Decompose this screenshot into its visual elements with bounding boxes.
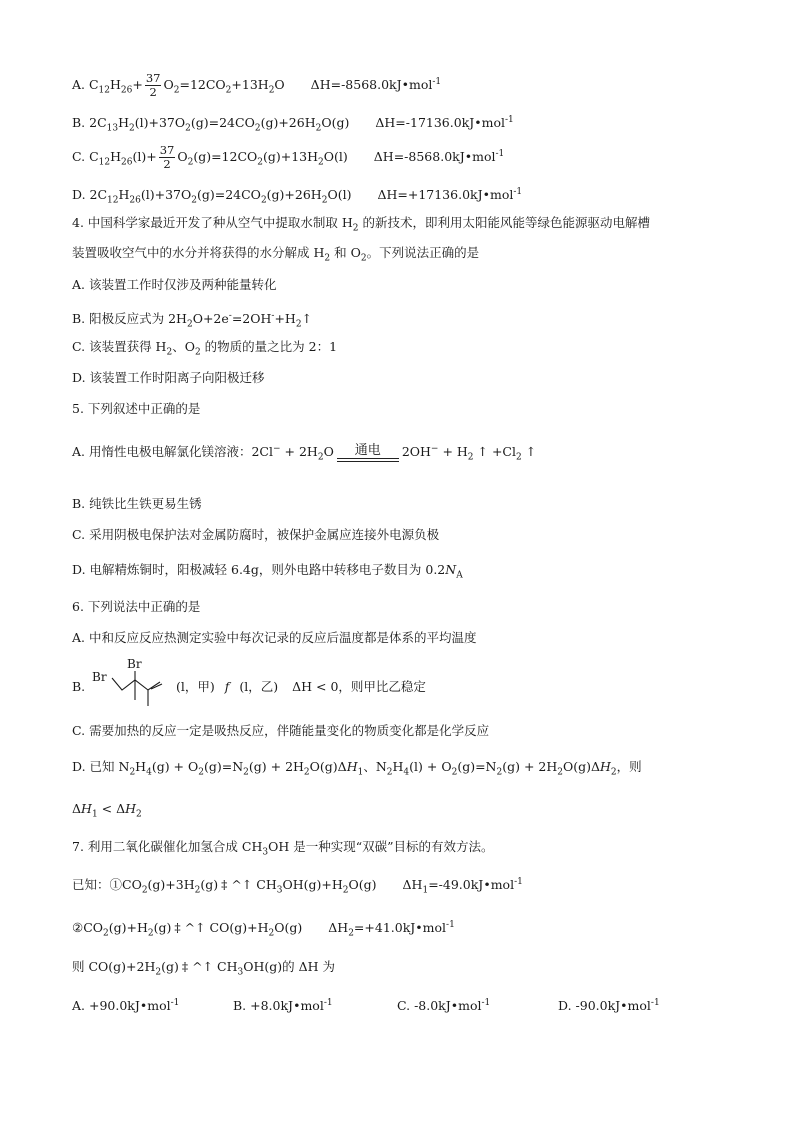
molecule-structure-diagram [90, 656, 180, 708]
q7-option-c: C. -8.0kJ•mol$^{-1}$ [397, 998, 491, 1014]
q7-reaction-3: 则 $CO(g)+2H_2(g)$ ‡ ^↑ $CH_3OH(g)$的 ΔH 为 [72, 959, 336, 978]
bromine-label-1: Br [92, 670, 107, 684]
q7-option-d: D. -90.0kJ•mol$^{-1}$ [558, 998, 660, 1014]
q6-option-d: D. 已知 $N_2H_4(g) + O_2(g)=N_2(g) + 2H_2O(g)\Delta H_1$、$N_2H_4(l) + O_2(g)=N_2(g) + 2H_2O(g)\Delta H_2$，则 [72, 759, 642, 778]
q5-option-d: D. 电解精炼铜时，阳极减轻 6.4g，则外电路中转移电子数目为 $0.2N_A$ [72, 562, 463, 581]
q4-option-c: C. 该装置获得 $H_2$、$O_2$ 的物质的量之比为 2：1 [72, 339, 338, 358]
q7-option-a: A. +90.0kJ•mol$^{-1}$ [72, 998, 180, 1014]
q7-option-b: B. +8.0kJ•mol$^{-1}$ [233, 998, 333, 1014]
equilibrium-arrow: ‡ ^↑ [174, 920, 206, 936]
bromine-label-2: Br [127, 657, 142, 671]
q4-option-a: A. 该装置工作时仅涉及两种能量转化 [72, 277, 277, 292]
q7-reaction-2: $②CO_2(g)+H_2(g)$ ‡ ^↑ $CO(g)+H_2O(g)$ $\Delta H_2=+41.0kJ•mol^{-1}$ [72, 920, 455, 939]
q5-stem: 5. 下列叙述中正确的是 [72, 401, 201, 416]
fraction-37-2: $\frac{37}{2}$ [145, 71, 161, 99]
q3-option-d: D. $2C_{12}H_{26}(l)+37O_2(g)=24CO_2(g)+26H_2O(l)$ ΔH=+17136.0kJ•mol$^{-1}$ [72, 187, 523, 206]
fraction-37-2: $\frac{37}{2}$ [159, 143, 175, 171]
q6-stem: 6. 下列说法中正确的是 [72, 599, 201, 614]
q4-option-b: B. 阳极反应式为 $2H_2O+2e^-=2OH^-+H_2↑$ [72, 311, 313, 330]
equilibrium-arrow: ‡ ^↑ [221, 877, 253, 893]
q3-option-a: A. $C_{12}H_{26}+$ $\frac{37}{2}$ $O_2=12CO_2+13H_2O$ ΔH=-8568.0kJ•mol$^{-1}$ [72, 71, 442, 99]
q6-option-c: C. 需要加热的反应一定是吸热反应，伴随能量变化的物质变化都是化学反应 [72, 723, 490, 738]
equilibrium-arrow: ‡ ^↑ [181, 959, 214, 974]
q6-option-a: A. 中和反应反应热测定实验中每次记录的反应后温度都是体系的平均温度 [72, 630, 477, 645]
q4-stem-line-1: 4. 中国科学家最近开发了种从空气中提取水制取 $H_2$ 的新技术，即利用太阳能风能等绿色能源驱动电解槽 [72, 215, 650, 234]
q4-option-d: D. 该装置工作时阳离子向阳极迁移 [72, 370, 265, 385]
q5-option-b: B. 纯铁比生铁更易生锈 [72, 496, 202, 511]
q5-option-a: A. 用惰性电极电解氯化镁溶液：$2Cl^- + 2H_2O$ 通电 $2OH^- + H_2$ ↑ $+Cl_2$ ↑ [72, 442, 537, 463]
q7-reaction-1: 已知：$①CO_2(g)+3H_2(g)$ ‡ ^↑ $CH_3OH(g)+H_2O(g)$ $\Delta H_1=-49.0kJ•mol^{-1}$ [72, 877, 523, 896]
q5-option-c: C. 采用阴极电保护法对金属防腐时，被保护金属应连接外电源负极 [72, 527, 440, 542]
q6-option-d-continued: $\Delta H_1 < \Delta H_2$ [72, 801, 142, 820]
q3-option-b: B. $2C_{13}H_2(l)+37O_2(g)=24CO_2(g)+26H_2O(g)$ ΔH=-17136.0kJ•mol$^{-1}$ [72, 115, 514, 134]
q3-option-c: C. $C_{12}H_{26}(l)+$ $\frac{37}{2}$ $O_2(g)=12CO_2(g)+13H_2O(l)$ ΔH=-8568.0kJ•mol$^{-1}$ [72, 143, 505, 171]
q7-stem: 7. 利用二氧化碳催化加氢合成 $CH_3OH$ 是一种实现“双碳”目标的有效方法。 [72, 839, 494, 858]
q4-stem-line-2: 装置吸收空气中的水分并将获得的水分解成 $H_2$ 和 $O_2$。下列说法正确的是 [72, 245, 480, 264]
electrolysis-equals-sign: 通电 [337, 444, 399, 462]
